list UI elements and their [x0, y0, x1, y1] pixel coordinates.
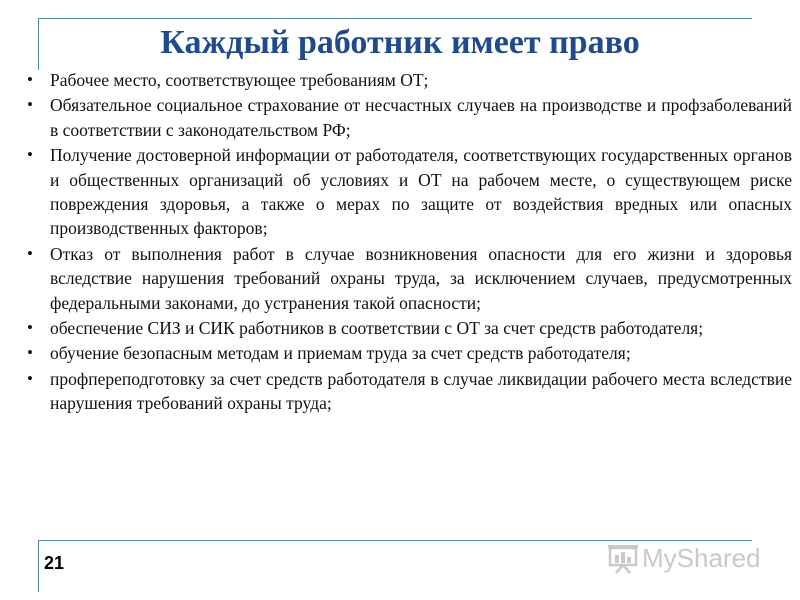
bullet-icon: •: [27, 243, 33, 263]
list-item-text: Рабочее место, соответствующее требованиям ОТ;: [50, 70, 429, 90]
rights-list: [24, 68, 792, 416]
list-item-text: профпереподготовку за счет средств работодателя в случае ликвидации рабочего места вследствие нарушения требований охраны труда;: [50, 368, 792, 414]
list-item-text: Отказ от выполнения работ в случае возникновения опасности для его жизни и здоровья вследствие нарушения требований охраны труда, за исключением случаев, предусмотренных федеральными законами, до устранения такой опасности;: [50, 243, 792, 313]
logo-text: MyShared: [642, 542, 761, 573]
bullet-icon: •: [27, 343, 33, 363]
list-item: [24, 316, 792, 340]
bullet-icon: •: [27, 318, 33, 338]
bullet-icon: •: [27, 70, 33, 89]
list-item: [24, 93, 792, 142]
bullet-icon: •: [27, 145, 33, 165]
list-item: [24, 367, 792, 416]
bottom-left-rule: [38, 540, 39, 592]
page-title: Каждый работник имеет право: [160, 24, 640, 61]
content-area: [24, 68, 792, 417]
bullet-icon: •: [27, 95, 33, 115]
list-item: [24, 143, 792, 241]
page-number: 21: [44, 553, 65, 573]
list-item-text: обучение безопасным методам и приемам труда за счет средств работодателя;: [50, 343, 631, 364]
watermark-logo: [606, 538, 761, 578]
bullet-icon: •: [27, 368, 33, 388]
list-item: [24, 341, 792, 365]
list-item-text: Получение достоверной информации от работодателя, соответствующих государственных органов и общественных организаций об условиях и ОТ на рабочем месте, о существующем риске повреждения здоровья, а также о мерах по защите от воздействия вредных или опасных производственных факторов;: [50, 145, 792, 239]
list-item: [24, 68, 792, 92]
list-item-text: обеспечение СИЗ и СИК работников в соответствии с ОТ за счет средств работодателя;: [50, 318, 704, 339]
presentation-board-icon: [606, 541, 640, 575]
list-item-text: Обязательное социальное страхование от несчастных случаев на производстве и профзаболеваний в соответствии с законодательством РФ;: [50, 95, 792, 140]
list-item: [24, 242, 792, 315]
